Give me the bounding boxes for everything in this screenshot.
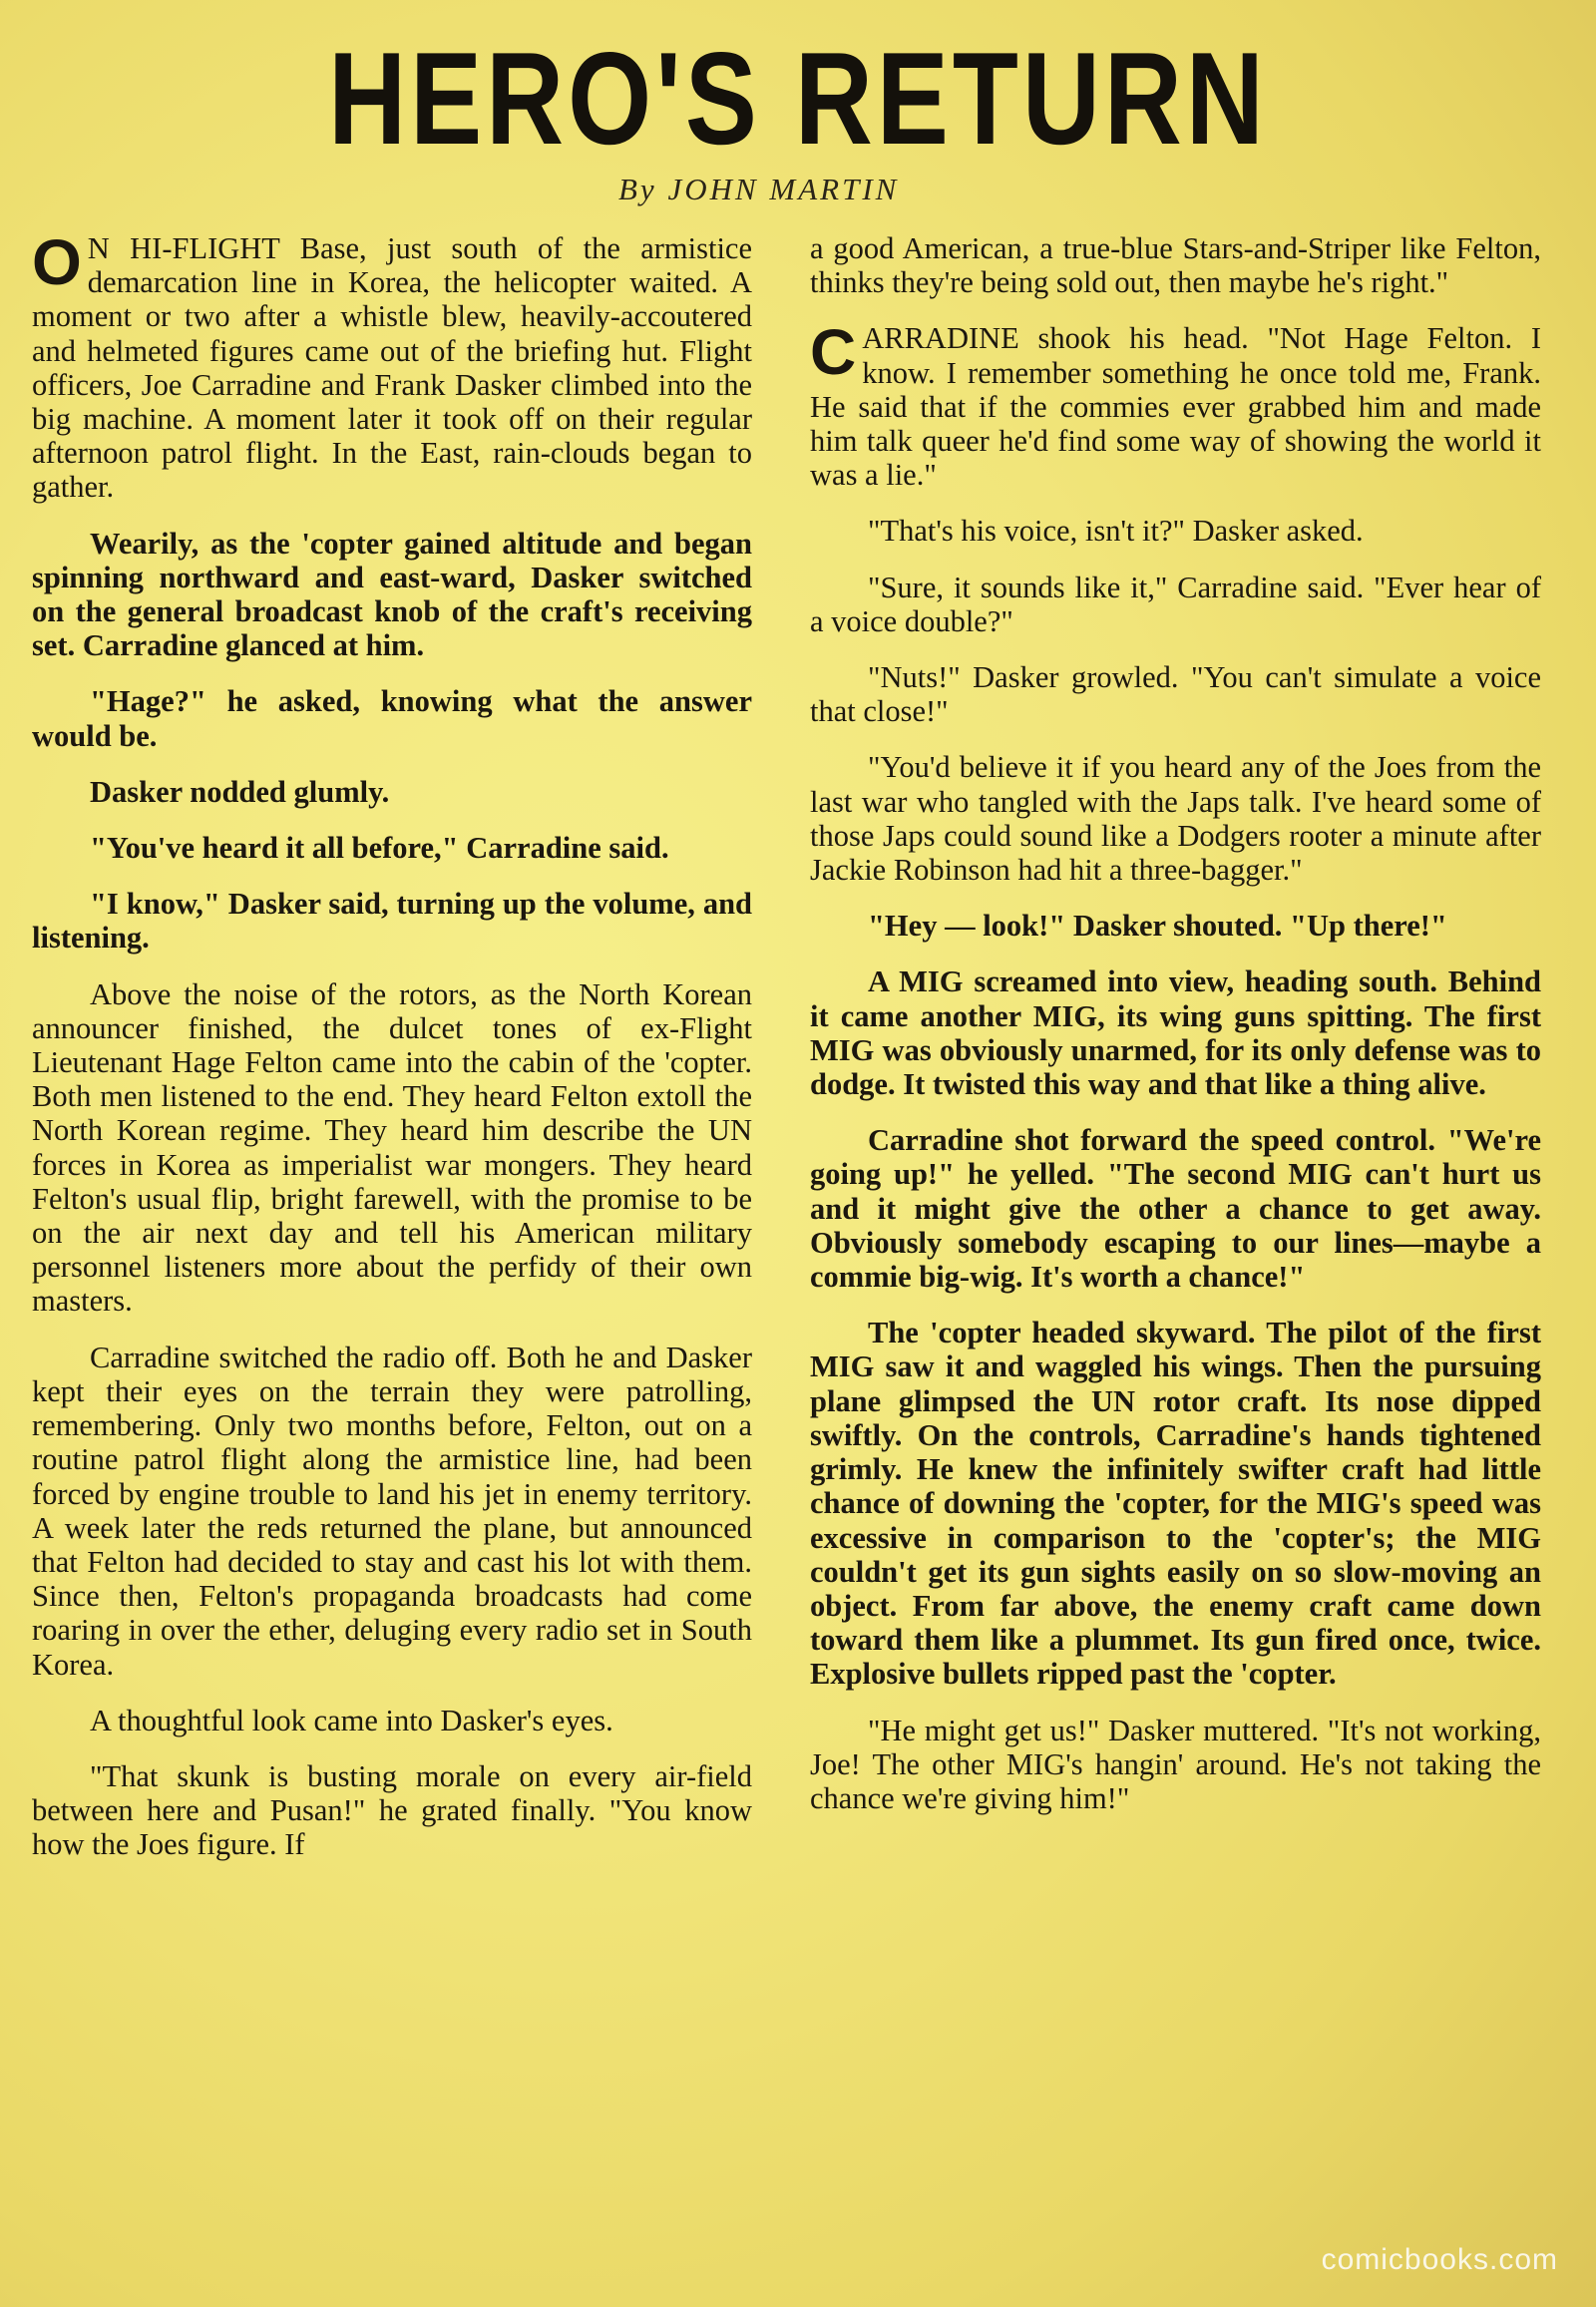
drop-cap: O: [32, 226, 82, 298]
paragraph: "I know," Dasker said, turning up the volume, and listening.: [32, 887, 752, 956]
right-column: [810, 231, 1541, 1837]
paragraph: Carradine switched the radio off. Both he and Dasker kept their eyes on the terrain they were patrolling, remembering. Only two months before, Felton, out on a routine patrol flight along the armistice line, had been forced by engine trouble to land his jet in enemy territory. A week later the reds returned the plane, but announced that Felton had decided to stay and cast his lot with them. Since then, Felton's propaganda broadcasts had come roaring in over the ether, deluging every radio set in South Korea.: [32, 1340, 752, 1682]
paragraph: "You've heard it all before," Carradine said.: [90, 831, 669, 866]
paragraph: "He might get us!" Dasker muttered. "It's not working, Joe! The other MIG's hangin' around. He's not taking the chance we're giving him!": [810, 1713, 1541, 1815]
paragraph: "Sure, it sounds like it," Carradine said. "Ever hear of a voice double?": [810, 570, 1541, 638]
paragraph: [810, 316, 1541, 493]
paragraph: Carradine shot forward the speed control. "We're going up!" he yelled. "The second MIG can't hurt us and it might give the other a chance to get away. Obviously somebody escaping to our lines—maybe a commie big-wig. It's worth a chance!": [810, 1123, 1541, 1295]
paragraph-text: N HI-FLIGHT Base, just south of the armistice demarcation line in Korea, the helicopter waited. A moment or two after a whistle blew, heavily-accoutered and helmeted figures came out of the briefing hut. Flight officers, Joe Carradine and Frank Dasker climbed into the big machine. A moment later it took off on their regular afternoon patrol flight. In the East, rain-clouds began to gather.: [32, 231, 752, 505]
paragraph: "Hage?" he asked, knowing what the answer would be.: [32, 684, 752, 753]
paragraph-text: ARRADINE shook his head. "Not Hage Felton. I know. I remember something he once told me, Frank. He said that if the commies ever grabbed him and made him talk queer he'd find some way of showing the world it was a lie.": [810, 321, 1541, 493]
drop-cap: C: [810, 316, 857, 389]
byline: By JOHN MARTIN: [618, 172, 900, 206]
paragraph: "Nuts!" Dasker growled. "You can't simulate a voice that close!": [810, 660, 1541, 729]
paragraph: Wearily, as the 'copter gained altitude and began spinning northward and east-ward, Dasker switched on the general broadcast knob of the craft's receiving set. Carradine glanced at him.: [32, 526, 752, 663]
site-watermark: comicbooks.com: [1321, 2243, 1558, 2276]
paragraph: "That's his voice, isn't it?" Dasker asked.: [868, 514, 1364, 549]
paragraph: "You'd believe it if you heard any of the Joes from the last war who tangled with the Japs talk. I've heard some of those Japs could sound like a Dodgers rooter a minute after Jackie Robinson had hit a three-bagger.": [810, 750, 1541, 888]
paragraph: The 'copter headed skyward. The pilot of the first MIG saw it and waggled his wings. Then the pursuing plane glimpsed the UN rotor craft. Its nose dipped swiftly. On the controls, Carradine's hands tightened grimly. He knew the infinitely swifter craft had little chance of downing the 'copter, for the MIG's speed was excessive in comparison to the 'copter's; the MIG couldn't get its gun sights easily on so slow-moving an object. From far above, the enemy craft came down toward them like a plummet. Its gun fired once, twice. Explosive bullets ripped past the 'copter.: [810, 1316, 1541, 1692]
paragraph: A MIG screamed into view, heading south. Behind it came another MIG, its wing guns spitting. The first MIG was obviously unarmed, for its only defense was to dodge. It twisted this way and that like a thing alive.: [810, 964, 1541, 1102]
left-column: [32, 226, 752, 1884]
paragraph: A thoughtful look came into Dasker's eyes.: [90, 1703, 613, 1737]
paragraph: [32, 226, 752, 505]
paragraph: "Hey — look!" Dasker shouted. "Up there!": [868, 909, 1447, 944]
paragraph: Dasker nodded glumly.: [90, 774, 390, 809]
paragraph: Above the noise of the rotors, as the North Korean announcer finished, the dulcet tones of ex-Flight Lieutenant Hage Felton came into the cabin of the 'copter. Both men listened to the end. They heard Felton extoll the North Korean regime. They heard him describe the UN forces in Korea as imperialist war mongers. They heard Felton's usual flip, bright farewell, with the promise to be on the air next day and tell his American military personnel listeners more about the perfidy of their own masters.: [32, 976, 752, 1319]
paragraph: "That skunk is busting morale on every air-field between here and Pusan!" he grated finally. "You know how the Joes figure. If: [32, 1758, 752, 1862]
story-title: HERO'S RETURN: [328, 24, 1268, 173]
paragraph: a good American, a true-blue Stars-and-Striper like Felton, thinks they're being sold out, then maybe he's right.": [810, 231, 1541, 300]
